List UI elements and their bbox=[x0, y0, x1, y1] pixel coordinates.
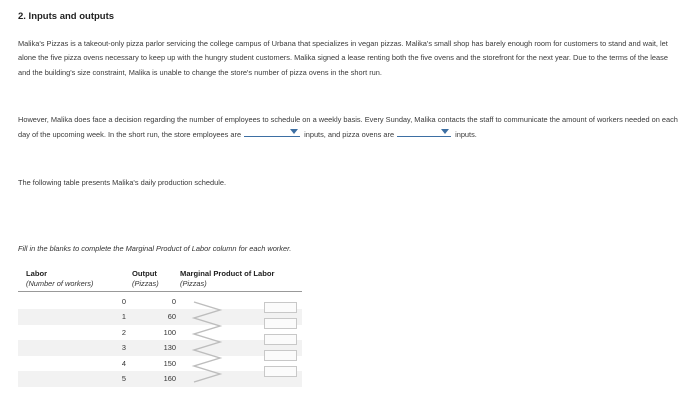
row-bracket-icon bbox=[190, 298, 230, 388]
output-subheader: (Pizzas) bbox=[132, 279, 159, 288]
chevron-down-icon bbox=[441, 129, 449, 134]
mpl-header: Marginal Product of Labor bbox=[180, 269, 275, 278]
labor-cell: 5 bbox=[121, 374, 126, 383]
labor-subheader: (Number of workers) bbox=[26, 279, 94, 288]
output-cell: 60 bbox=[167, 312, 176, 321]
labor-cell: 4 bbox=[121, 359, 126, 368]
chevron-down-icon bbox=[290, 129, 298, 134]
mpl-subheader: (Pizzas) bbox=[180, 279, 207, 288]
paragraph-text: inputs. bbox=[455, 130, 477, 140]
mpl-input-worker-5[interactable] bbox=[264, 366, 297, 377]
output-cell: 130 bbox=[163, 343, 176, 352]
ovens-input-type-dropdown[interactable] bbox=[397, 127, 451, 137]
labor-header: Labor bbox=[26, 269, 48, 278]
output-cell: 150 bbox=[163, 359, 176, 368]
labor-cell: 2 bbox=[121, 328, 126, 337]
paragraph-text: inputs, and pizza ovens are bbox=[304, 130, 395, 140]
mpl-input-worker-4[interactable] bbox=[264, 350, 297, 361]
output-cell: 160 bbox=[163, 374, 176, 383]
mpl-input-worker-1[interactable] bbox=[264, 302, 297, 313]
question-heading: 2. Inputs and outputs bbox=[18, 11, 115, 22]
output-header: Output bbox=[132, 269, 157, 278]
short-run-paragraph bbox=[18, 113, 680, 143]
header-rule bbox=[18, 291, 302, 292]
table-instruction: Fill in the blanks to complete the Marginal Product of Labor column for each worker. bbox=[18, 244, 292, 253]
table-intro: The following table presents Malika's daily production schedule. bbox=[18, 178, 227, 187]
labor-cell: 0 bbox=[121, 297, 126, 306]
labor-cell: 3 bbox=[121, 343, 126, 352]
mpl-input-worker-2[interactable] bbox=[264, 318, 297, 329]
output-cell: 100 bbox=[163, 328, 176, 337]
output-cell: 0 bbox=[171, 297, 176, 306]
employees-input-type-dropdown[interactable] bbox=[244, 127, 300, 137]
production-table bbox=[18, 264, 302, 394]
paragraph-text: However, Malika does face a decision regarding the number of employees to schedule on a weekly basis. Every Sunday, Malika contacts the staff to communicate the amount of workers needed on each day of the upcoming week. In the short run, the store employees are bbox=[18, 115, 678, 140]
mpl-input-worker-3[interactable] bbox=[264, 334, 297, 345]
labor-cell: 1 bbox=[121, 312, 126, 321]
intro-paragraph: Malika's Pizzas is a takeout-only pizza parlor servicing the college campus of Urbana that specializes in vegan pizzas. Malika's small shop has barely enough room for customers to stand and wait, let alone the five pizza ovens necessary to keep up with the hungry student customers. Malika signed a lease renting both the five ovens and the storefront for the next year. Due to the terms of the lease and the building's size constraint, Malika is unable to change the store's number of pizza ovens in the short run. bbox=[18, 39, 668, 77]
